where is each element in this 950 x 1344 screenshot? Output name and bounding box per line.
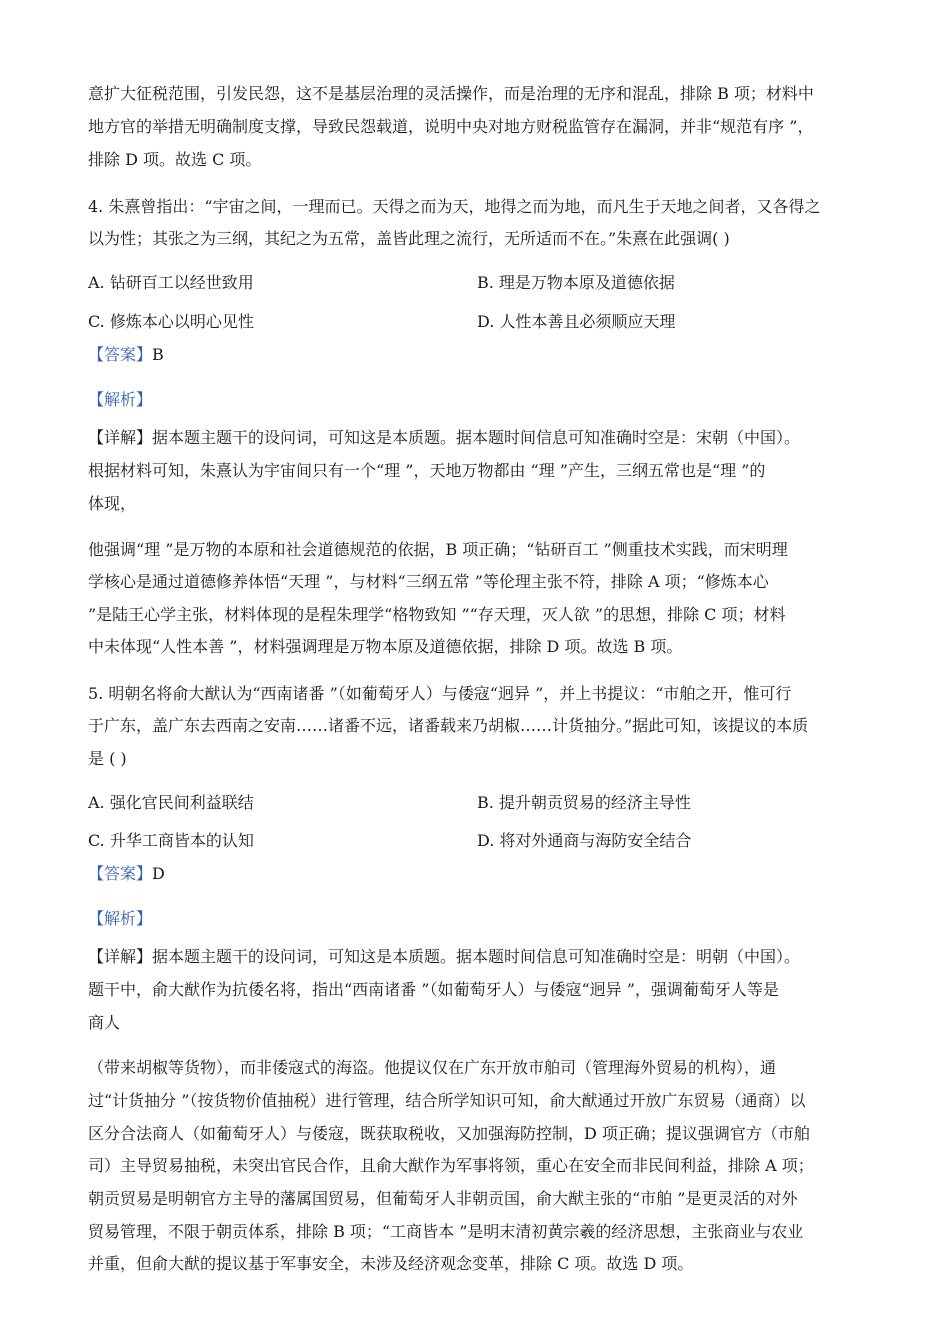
q4-option-a: A. 钻研百工以经世致用 <box>88 273 254 292</box>
answer-tag: 【答案】 <box>88 345 153 364</box>
q4-detail-line: ”是陆王心学主张，材料体现的是程朱理学“格物致知 ”“存天理，灭人欲 ”的思想，排除 C 项；材料 <box>88 605 786 624</box>
q4-option-b: B. 理是万物本原及道德依据 <box>477 273 675 292</box>
continued-text-line: 地方官的举措无明确制度支撑，导致民怨载道，说明中央对地方财税监管存在漏洞，并非“规范有序 ”， <box>88 117 814 136</box>
q4-answer <box>88 345 164 365</box>
q4-option-c: C. 修炼本心以明心见性 <box>88 312 254 331</box>
q5-answer <box>88 864 165 884</box>
answer-value: B <box>152 345 164 364</box>
q4-detail-line: 根据材料可知，朱熹认为宇宙间只有一个“理 ”，天地万物都由 “理 ”产生，三纲五常也是“理 ”的 <box>88 461 766 480</box>
q5-detail-line: 贸易管理，不限于朝贡体系，排除 B 项；“工商皆本 ”是明末清初黄宗羲的经济思想，主张商业与农业 <box>88 1222 804 1241</box>
q5-detail-line: 题干中，俞大猷作为抗倭名将，指出“西南诸番 ”（如葡萄牙人）与倭寇“迥异 ”，强调葡萄牙人等是 <box>88 980 779 999</box>
q5-option-a: A. 强化官民间利益联结 <box>88 793 254 812</box>
q5-option-b: B. 提升朝贡贸易的经济主导性 <box>477 793 691 812</box>
answer-tag: 【答案】 <box>88 864 153 883</box>
q4-detail-line: 他强调“理 ”是万物的本原和社会道德规范的依据，B 项正确；“钻研百工 ”侧重技术实践，而宋明理 <box>88 540 788 559</box>
q5-detail-line: 区分合法商人（如葡萄牙人）与倭寇，既获取税收，又加强海防控制，D 项正确；提议强调官方（市舶 <box>88 1124 810 1143</box>
q4-detail-line: 中未体现“人性本善 ”，材料强调理是万物本原及道德依据，排除 D 项。故选 B 项。 <box>88 637 683 656</box>
question-5-stem: 于广东，盖广东去西南之安南……诸番不远，诸番载来乃胡椒……计货抽分。”据此可知，该提议的本质 <box>88 716 809 735</box>
q4-detail-line: 体现， <box>88 494 137 513</box>
answer-value: D <box>152 864 165 883</box>
question-4-stem: 4. 朱熹曾指出：“宇宙之间，一理而已。天得之而为天，地得之而为地，而凡生于天地之间者，又各得之 <box>88 197 821 216</box>
q4-detail-line: 【详解】据本题主题干的设问词，可知这是本质题。据本题时间信息可知准确时空是：宋朝（中国）。 <box>88 428 801 447</box>
q5-option-c: C. 升华工商皆本的认知 <box>88 831 254 850</box>
question-4-stem: 以为性；其张之为三纲，其纪之为五常，盖皆此理之流行，无所适而不在。”朱熹在此强调( ) <box>88 229 730 248</box>
analysis-tag: 【解析】 <box>88 390 153 409</box>
analysis-tag: 【解析】 <box>88 909 153 928</box>
question-5-stem: 5. 明朝名将俞大猷认为“西南诸番 ”（如葡萄牙人）与倭寇“迥异 ”，并上书提议：“市舶之开，惟可行 <box>88 684 792 703</box>
q5-option-d: D. 将对外通商与海防安全结合 <box>477 831 692 850</box>
q5-detail-line: 司）主导贸易抽税，未突出官民合作，且俞大猷作为军事将领，重心在安全而非民间利益，排除 A 项； <box>88 1156 814 1175</box>
q5-detail-line: （带来胡椒等货物），而非倭寇式的海盗。他提议仅在广东开放市舶司（管理海外贸易的机构），通 <box>88 1058 777 1077</box>
q5-detail-line: 并重，但俞大猷的提议基于军事安全，未涉及经济观念变革，排除 C 项。故选 D 项。 <box>88 1254 694 1273</box>
q5-detail-line: 【详解】据本题主题干的设问词，可知这是本质题。据本题时间信息可知准确时空是：明朝（中国）。 <box>88 947 801 966</box>
q5-analysis-tag <box>88 909 152 929</box>
q5-detail-line: 过“计货抽分 ”（按货物价值抽税）进行管理，结合所学知识可知，俞大猷通过开放广东贸易（通商）以 <box>88 1091 806 1110</box>
q4-option-d: D. 人性本善且必须顺应天理 <box>477 312 676 331</box>
q5-detail-line: 商人 <box>88 1013 121 1032</box>
continued-text-line: 意扩大征税范围，引发民怨，这不是基层治理的灵活操作，而是治理的无序和混乱，排除 B 项；材料中 <box>88 84 814 103</box>
q5-detail-line: 朝贡贸易是明朝官方主导的藩属国贸易，但葡萄牙人非朝贡国，俞大猷主张的“市舶 ”是更灵活的对外 <box>88 1189 798 1208</box>
q4-detail-line: 学核心是通过道德修养体悟“天理 ”，与材料“三纲五常 ”等伦理主张不符，排除 A 项；“修炼本心 <box>88 572 769 591</box>
question-5-stem: 是 ( ) <box>88 749 127 768</box>
q4-analysis-tag <box>88 390 152 410</box>
continued-text-line: 排除 D 项。故选 C 项。 <box>88 150 262 169</box>
